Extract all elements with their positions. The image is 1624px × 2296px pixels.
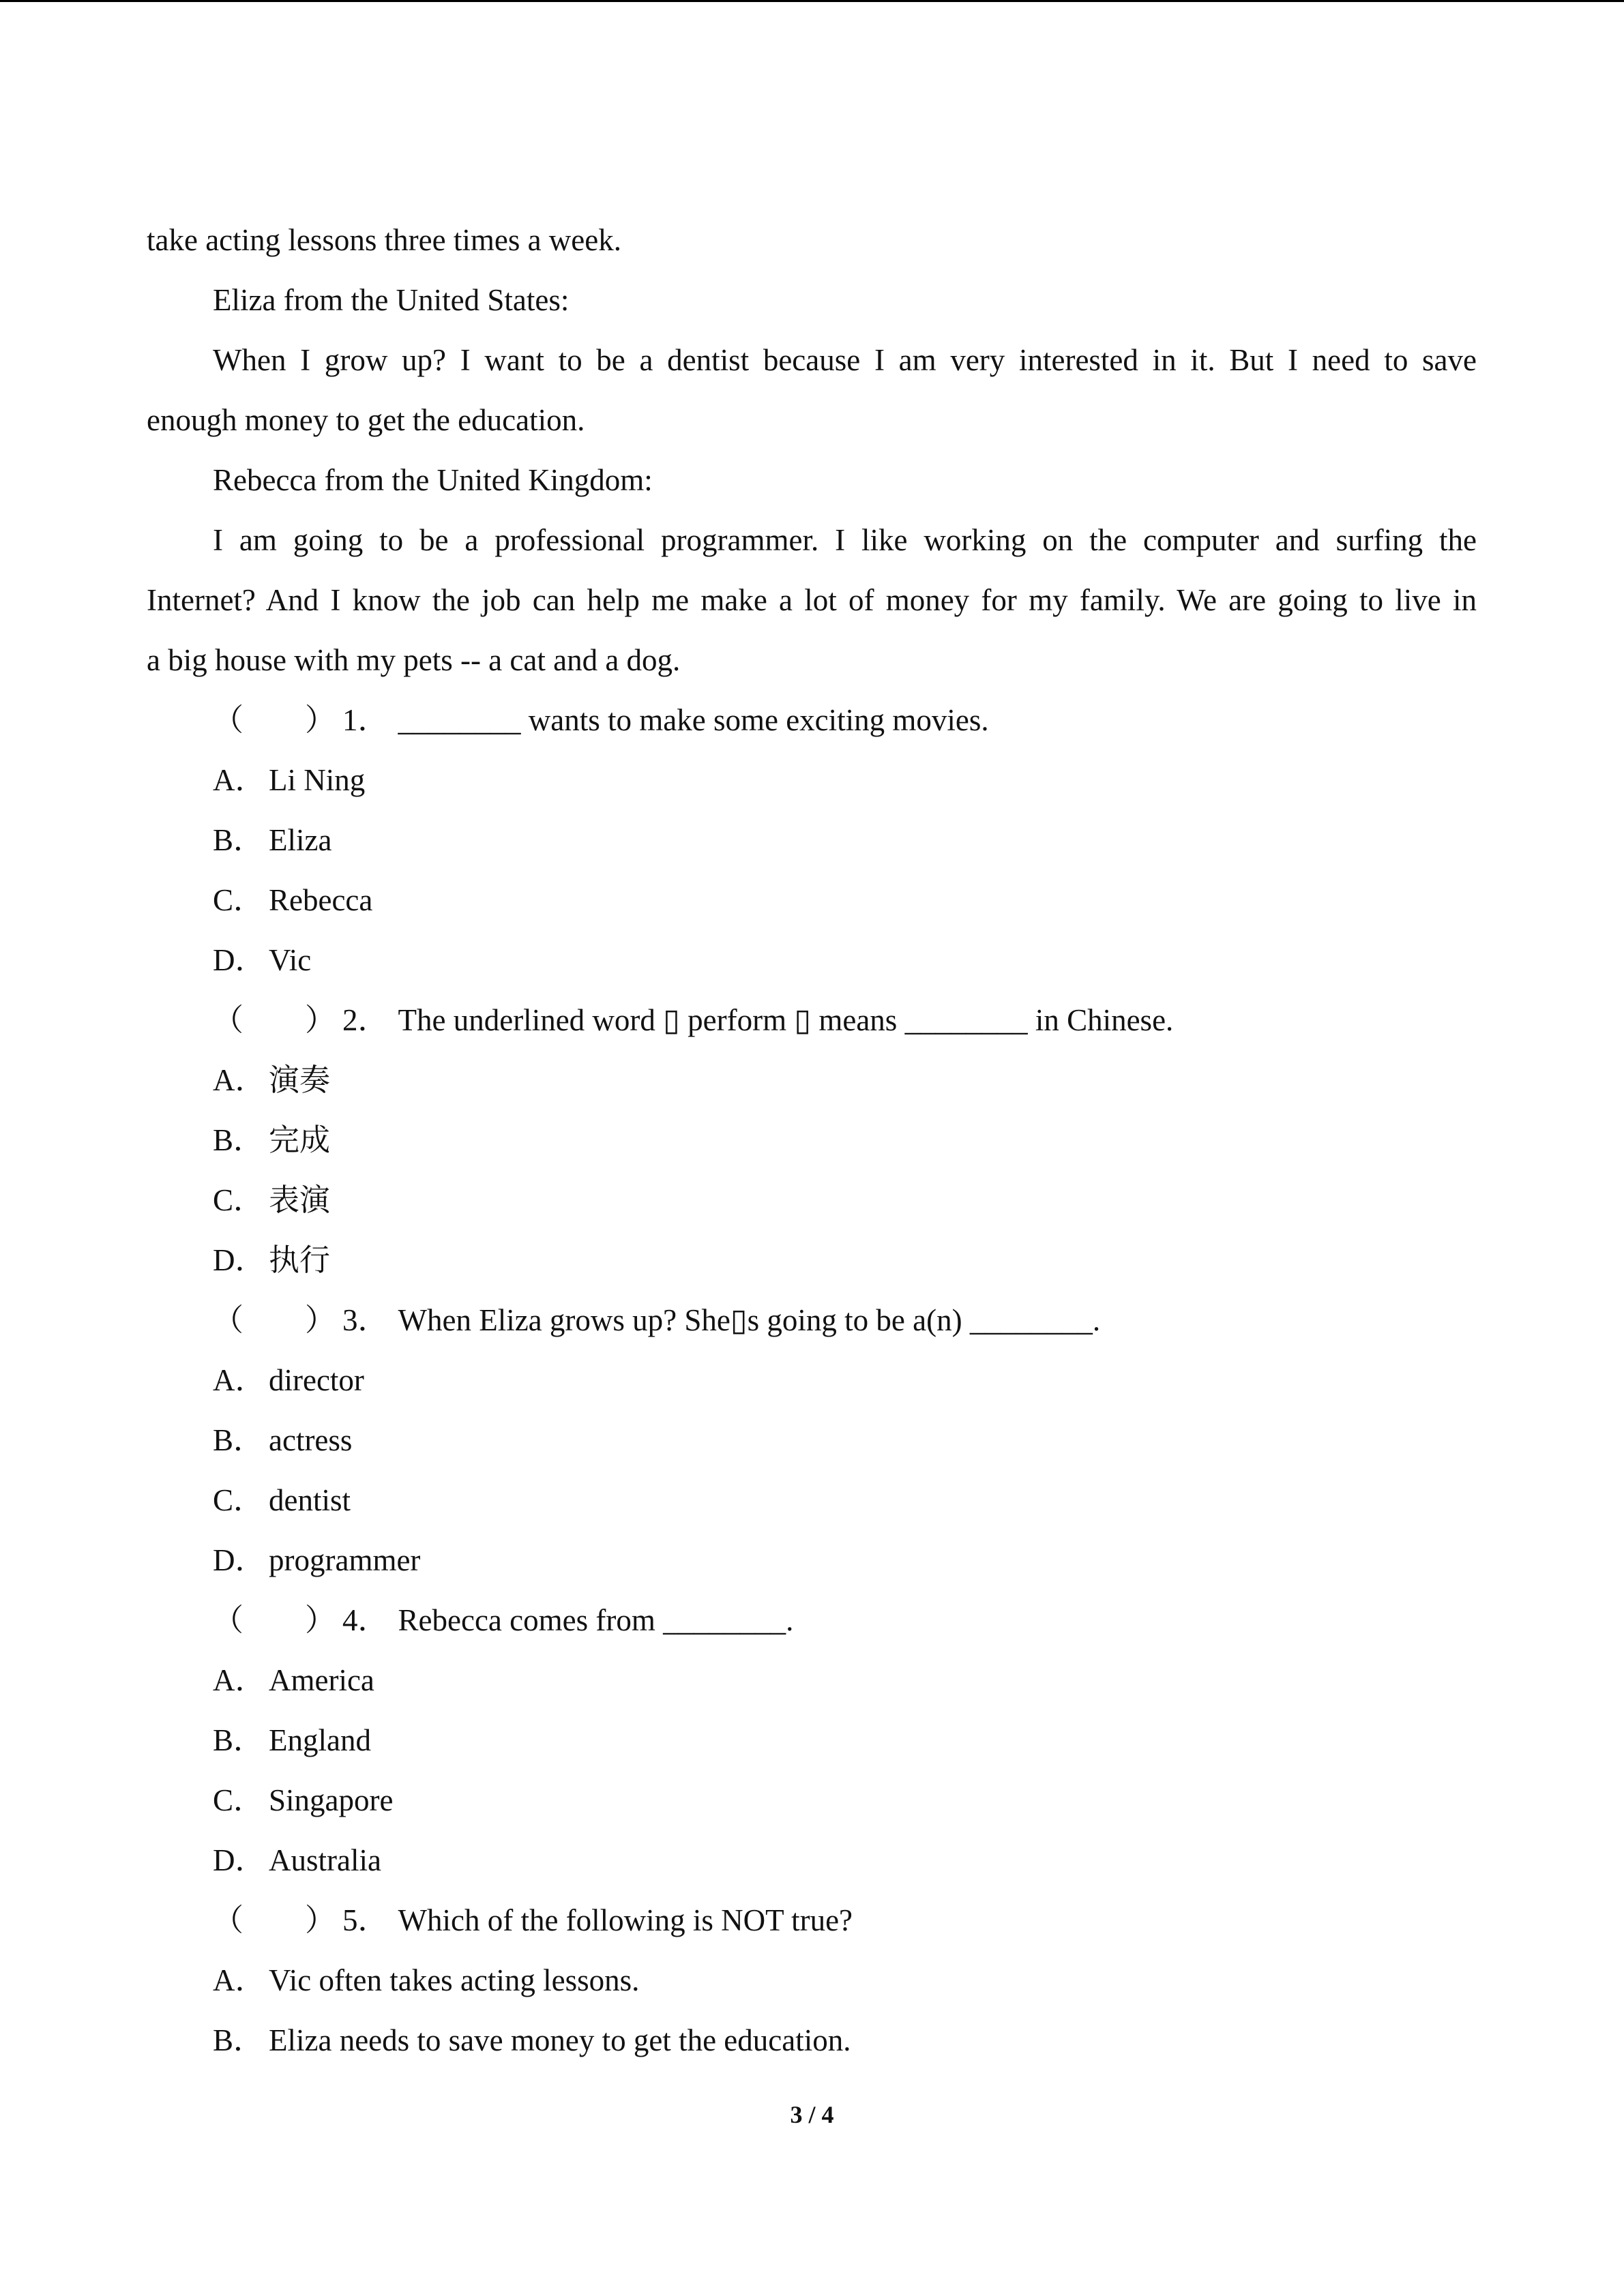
option-text: Li Ning — [269, 763, 366, 797]
option-text: America — [269, 1663, 374, 1697]
answer-blank[interactable]: （ ） — [213, 1303, 336, 1337]
question-3 — [213, 1305, 1100, 1336]
option-letter: D． — [213, 1843, 266, 1877]
option-a — [213, 1665, 374, 1696]
option-letter: A． — [213, 1063, 266, 1097]
option-text: England — [269, 1723, 371, 1757]
option-text: 执行 — [269, 1243, 331, 1277]
option-c — [213, 1485, 351, 1516]
passage-line: take acting lessons three times a week. — [147, 223, 622, 257]
option-c — [213, 885, 372, 916]
option-a — [213, 1065, 330, 1096]
option-a — [213, 1965, 639, 1996]
question-text: Which of the following is NOT true? — [398, 1903, 853, 1937]
question-5 — [213, 1905, 853, 1936]
passage-line: enough money to get the education. — [147, 403, 585, 437]
option-text: Eliza — [269, 823, 332, 857]
option-d — [213, 1845, 381, 1876]
question-number: 3． — [342, 1303, 389, 1337]
option-letter: C． — [213, 883, 265, 917]
answer-blank[interactable]: （ ） — [213, 1903, 336, 1937]
option-text: Australia — [269, 1843, 381, 1877]
answer-blank[interactable]: （ ） — [213, 703, 336, 737]
option-letter: C． — [213, 1183, 265, 1217]
page-number: 3 / 4 — [790, 2101, 834, 2128]
option-letter: B． — [213, 823, 265, 857]
option-a — [213, 765, 365, 796]
option-letter: B． — [213, 1723, 265, 1757]
option-text: 表演 — [269, 1183, 331, 1217]
question-number: 1． — [342, 703, 389, 737]
option-letter: A． — [213, 763, 266, 797]
option-a — [213, 1365, 364, 1396]
option-d — [213, 1545, 420, 1576]
option-text: dentist — [269, 1483, 351, 1517]
speaker-heading: Rebecca from the United Kingdom: — [213, 463, 653, 497]
passage-line: I am going to be a professional programmer. I like working on the computer and surfing the — [213, 523, 1477, 557]
option-letter: C． — [213, 1483, 265, 1517]
question-1 — [213, 705, 989, 736]
option-b — [213, 1725, 371, 1756]
option-d — [213, 945, 311, 976]
passage-line: a big house with my pets -- a cat and a dog. — [147, 643, 681, 677]
option-letter: D． — [213, 943, 266, 977]
option-b — [213, 825, 331, 856]
option-text: 演奏 — [269, 1063, 331, 1097]
option-text: Singapore — [269, 1783, 394, 1817]
option-d — [213, 1245, 330, 1276]
option-letter: D． — [213, 1243, 266, 1277]
page-top-border — [0, 0, 1624, 2]
option-b — [213, 2025, 851, 2056]
option-c — [213, 1785, 393, 1816]
option-text: Eliza needs to save money to get the education. — [269, 2023, 851, 2057]
option-text: programmer — [269, 1543, 421, 1577]
option-letter: C． — [213, 1783, 265, 1817]
answer-blank[interactable]: （ ） — [213, 1603, 336, 1637]
answer-blank[interactable]: （ ） — [213, 1003, 336, 1037]
option-letter: A． — [213, 1963, 266, 1997]
option-letter: B． — [213, 2023, 265, 2057]
option-b — [213, 1425, 352, 1456]
option-letter: B． — [213, 1423, 265, 1457]
option-letter: A． — [213, 1663, 266, 1697]
option-letter: A． — [213, 1363, 266, 1397]
option-text: 完成 — [269, 1123, 331, 1157]
speaker-heading: Eliza from the United States: — [213, 283, 570, 317]
option-text: Vic often takes acting lessons. — [269, 1963, 640, 1997]
question-text: Rebecca comes from ________. — [398, 1603, 794, 1637]
question-text: The underlined word ▯ perform ▯ means ________ in Chinese. — [398, 1003, 1174, 1037]
option-b — [213, 1125, 330, 1156]
question-number: 4． — [342, 1603, 389, 1637]
option-letter: D． — [213, 1543, 266, 1577]
option-text: actress — [269, 1423, 353, 1457]
question-number: 2． — [342, 1003, 389, 1037]
option-c — [213, 1185, 330, 1216]
option-letter: B． — [213, 1123, 265, 1157]
option-text: Rebecca — [269, 883, 373, 917]
option-text: Vic — [269, 943, 312, 977]
question-number: 5． — [342, 1903, 389, 1937]
question-2 — [213, 1005, 1173, 1036]
question-text: When Eliza grows up? She▯s going to be a(n) ________. — [398, 1303, 1101, 1337]
passage-line: When I grow up? I want to be a dentist because I am very interested in it. But I need to save — [213, 343, 1477, 377]
passage-line: Internet? And I know the job can help me make a lot of money for my family. We are going to live in — [147, 583, 1477, 617]
question-text: ________ wants to make some exciting movies. — [398, 703, 989, 737]
option-text: director — [269, 1363, 364, 1397]
question-4 — [213, 1605, 793, 1636]
